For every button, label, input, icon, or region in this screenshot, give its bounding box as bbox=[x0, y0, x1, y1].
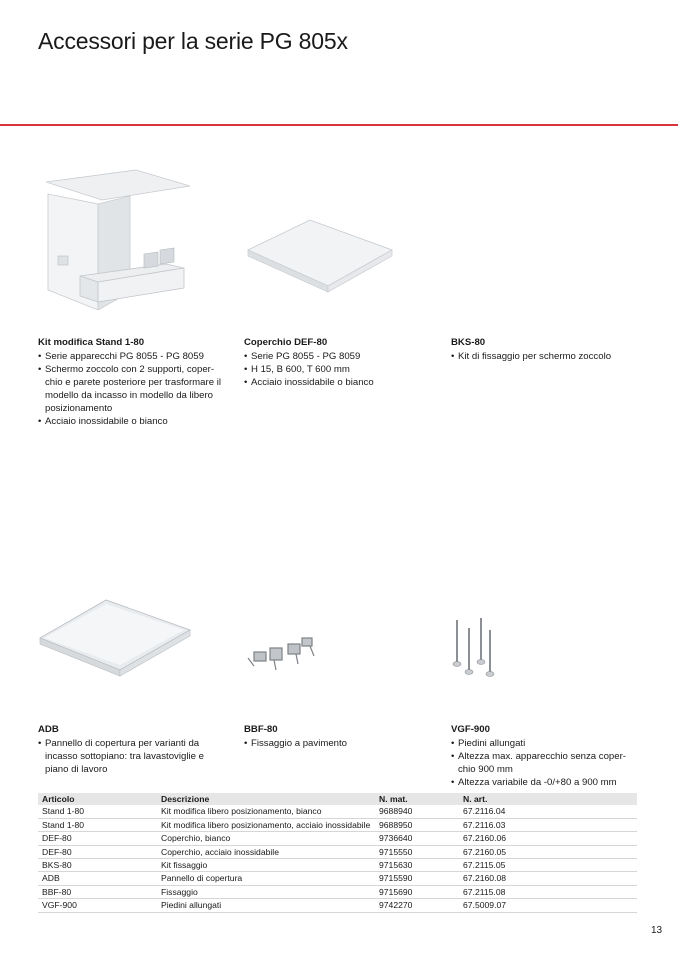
product-bullet: • Serie PG 8055 - PG 8059 bbox=[244, 350, 434, 363]
product-bullet: • Altezza variabile da -0/+80 a 900 mm bbox=[451, 776, 641, 789]
cell-n-mat: 9715550 bbox=[379, 846, 413, 857]
product-bullet: • Fissaggio a pavimento bbox=[244, 737, 434, 750]
cell-n-art: 67.2116.04 bbox=[463, 806, 506, 817]
cell-articolo: BKS-80 bbox=[42, 859, 72, 870]
table-row bbox=[38, 805, 637, 818]
cell-n-mat: 9715690 bbox=[379, 886, 413, 897]
cell-n-mat: 9688940 bbox=[379, 806, 413, 817]
cell-n-art: 67.2160.06 bbox=[463, 833, 507, 844]
cover-panel-image bbox=[38, 592, 198, 682]
order-table bbox=[38, 793, 637, 913]
product-bks80 bbox=[451, 336, 641, 363]
cell-n-mat: 9715590 bbox=[379, 873, 413, 884]
table-row bbox=[38, 899, 637, 912]
product-bullet: • Acciaio inossidabile o bianco bbox=[38, 415, 228, 428]
table-row bbox=[38, 872, 637, 885]
cell-n-art: 67.5009.07 bbox=[463, 900, 507, 911]
product-name: BKS-80 bbox=[451, 337, 486, 348]
cell-articolo: Stand 1-80 bbox=[42, 819, 85, 830]
product-bullet: • H 15, B 600, T 600 mm bbox=[244, 363, 434, 376]
stand-kit-image bbox=[40, 160, 200, 310]
cell-n-art: 67.2160.05 bbox=[463, 846, 507, 857]
cell-descrizione: Coperchio, acciaio inossidabile bbox=[161, 846, 279, 857]
cell-articolo: DEF-80 bbox=[42, 846, 72, 857]
header-n-mat: N. mat. bbox=[379, 794, 408, 804]
table-row bbox=[38, 832, 637, 845]
product-name: Coperchio DEF-80 bbox=[244, 337, 328, 348]
product-bullet: • Serie apparecchi PG 8055 - PG 8059 bbox=[38, 350, 228, 363]
cell-n-art: 67.2160.08 bbox=[463, 873, 507, 884]
cell-articolo: Stand 1-80 bbox=[42, 806, 85, 817]
product-bullet: • Kit di fissaggio per schermo zoccolo bbox=[451, 350, 641, 363]
product-cover-def80 bbox=[244, 336, 434, 389]
cell-n-mat: 9688950 bbox=[379, 819, 413, 830]
cell-articolo: DEF-80 bbox=[42, 833, 72, 844]
cell-n-art: 67.2115.08 bbox=[463, 886, 506, 897]
product-name: VGF-900 bbox=[451, 724, 490, 735]
product-name: Kit modifica Stand 1-80 bbox=[38, 337, 145, 348]
cell-articolo: BBF-80 bbox=[42, 886, 72, 897]
cell-n-art: 67.2116.03 bbox=[463, 819, 506, 830]
page-title: Accessori per la serie PG 805x bbox=[38, 28, 348, 54]
header-descrizione: Descrizione bbox=[161, 794, 210, 804]
cell-n-mat: 9715630 bbox=[379, 859, 413, 870]
product-name: BBF-80 bbox=[244, 724, 278, 735]
cell-descrizione: Kit fissaggio bbox=[161, 859, 208, 870]
red-divider bbox=[0, 124, 678, 126]
cell-descrizione: Kit modifica libero posizionamento, bianco bbox=[161, 806, 322, 817]
header-articolo: Articolo bbox=[42, 794, 75, 804]
cell-descrizione: Fissaggio bbox=[161, 886, 198, 897]
cell-descrizione: Coperchio, bianco bbox=[161, 833, 231, 844]
product-bullet: • Altezza max. apparecchio senza coper-chio 900 mm bbox=[451, 750, 641, 776]
cell-descrizione: Piedini allungati bbox=[161, 900, 222, 911]
cell-n-art: 67.2115.05 bbox=[463, 859, 506, 870]
product-bullet: • Pannello di copertura per varianti da incasso sottopiano: tra lavastoviglie e piano di lavoro bbox=[38, 737, 228, 776]
product-vgf900 bbox=[451, 723, 641, 789]
product-stand-kit bbox=[38, 336, 228, 428]
cell-descrizione: Pannello di copertura bbox=[161, 873, 243, 884]
product-bullet: • Piedini allungati bbox=[451, 737, 641, 750]
table-row bbox=[38, 819, 637, 832]
cover-plate-image bbox=[244, 212, 396, 300]
product-bullet: • Acciaio inossidabile o bianco bbox=[244, 376, 434, 389]
cell-articolo: VGF-900 bbox=[42, 900, 77, 911]
product-adb bbox=[38, 723, 228, 776]
table-row bbox=[38, 859, 637, 872]
cell-articolo: ADB bbox=[42, 873, 60, 884]
table-header-row bbox=[38, 793, 637, 805]
extended-feet-image bbox=[448, 616, 496, 680]
header-n-art: N. art. bbox=[463, 794, 488, 804]
floor-fixing-image bbox=[244, 632, 320, 676]
product-bullet: • Schermo zoccolo con 2 supporti, coper-chio e parete posteriore per trasformare il modello da incasso in modello da libero posizionamento bbox=[38, 363, 228, 415]
product-bbf80 bbox=[244, 723, 434, 750]
cell-descrizione: Kit modifica libero posizionamento, acciaio inossidabile bbox=[161, 819, 371, 830]
table-row bbox=[38, 846, 637, 859]
cell-n-mat: 9736640 bbox=[379, 833, 413, 844]
product-name: ADB bbox=[38, 724, 59, 735]
table-row bbox=[38, 886, 637, 899]
cell-n-mat: 9742270 bbox=[379, 900, 413, 911]
page-number: 13 bbox=[651, 925, 663, 936]
